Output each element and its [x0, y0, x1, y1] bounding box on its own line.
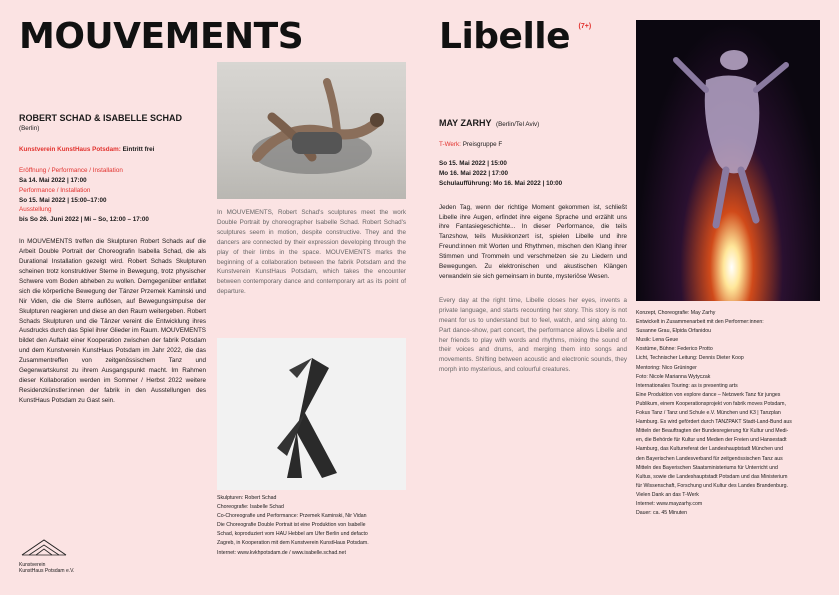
credit-line: den Bayerischen Landesverband für zeitgenössischen Tanz aus [636, 455, 783, 462]
schedule-value: So 15. Mai 2022 | 15:00–17:00 [19, 196, 107, 204]
left-column [19, 113, 206, 406]
artist-name: MAY ZARHY [439, 118, 492, 128]
credit-line: Dauer: ca. 45 Minuten [636, 510, 688, 517]
venue-label: T-Werk: [439, 141, 461, 148]
credit-line: Susanne Grau, Elpida Orfanidou [636, 328, 711, 335]
credit-line: Schad, koproduziert vom HAU Hebbel am Ufer Berlin und defacto [217, 531, 368, 538]
schedule-label: Eröffnung / Performance / Installation [19, 166, 123, 174]
credit-line: Eine Produktion von explore dance – Netzwerk Tanz für junges [636, 391, 781, 398]
venue-price: Preisgruppe F [462, 141, 503, 148]
credit-line: Mitteln der Beauftragten der Bundesregierung für Kultur und Medi- [636, 428, 789, 435]
page-title-mouvements: MOUVEMENTS [19, 16, 304, 57]
logo-text-1: Kunstverein [19, 562, 46, 568]
artists-name: ROBERT SCHAD & ISABELLE SCHAD [19, 113, 183, 123]
libelle-heading [439, 16, 592, 57]
dancers-photo [217, 62, 406, 199]
date-item: Mo 16. Mai 2022 | 17:00 [439, 169, 508, 177]
credit-line: Internet: www.mayzarhy.com [636, 500, 703, 507]
credit-line: für Wissenschaft, Forschung und Kultur des Landes Brandenburg. [636, 482, 788, 489]
credit-line: Hamburg, das Kulturreferat der Landeshauptstadt München und [636, 446, 784, 453]
libelle-photo [636, 20, 820, 301]
page-title-libelle: Libelle [439, 16, 571, 57]
sculpture-photo [217, 338, 406, 490]
middle-credits [217, 494, 406, 558]
age-rating: (7+) [578, 23, 592, 30]
credit-line: Vielen Dank an das T-Werk [636, 491, 699, 498]
german-description: In MOUVEMENTS treffen die Skulpturen Robert Schads auf die Arbeit Double Portrait der Choreografin Isabella Schad, die als Durational Installation gezeigt wird. Robert Schads Skulpturen scheinen trotz konstruktiver Sterne in Bewegung, trotz physischer Schwere vom Boden abheben zu wollen. Demgegenüber entfaltet sich die körperliche Bewegung der Tänzer Przemek Kaminski und Nir Viden, die die Sterre auflösen, auf Bewegungsimpulse der Skulpturen reagieren und diese an den Raum weitergeben. Robert Schads Skulpturen und die Tänzer vereint die Entwicklung ihres Ausdrucks durch das Spiel ihrer Glieder im Raum. MOUVEMENTS bildet den Auftakt einer Kooperation zwischen der fabrik Potsdam und dem Kunstverein KunstHaus Potsdam im Jahr 2022, die das Zusammentreffen von zeitgenössischem Tanz und Gegenwartskunst zu ihrem Ausgangspunkt macht. Im Rahmen dieser Kollaboration werden im Sommer / Herbst 2022 weitere Residenzkünstler:innen der fabrik in den Ausstellungen des KunstHaus Potsdam zu Gast sein. [19, 238, 206, 404]
credit-line: Zagreb, in Kooperation mit dem Kunstverein KunstHaus Potsdam. [217, 540, 369, 547]
schedule-value: Sa 14. Mai 2022 | 17:00 [19, 176, 87, 184]
credit-line: Skulpturen: Robert Schad [217, 495, 277, 501]
kunsthaus-logo-icon [19, 537, 69, 557]
credit-line: Mentoring: Nico Grüninger [636, 364, 697, 371]
logo-text-2: KunstHaus Potsdam e.V. [19, 568, 75, 574]
schedule-label: Performance / Installation [19, 186, 91, 194]
venue-line [19, 145, 206, 155]
credit-line: Kultus, sowie die Landeshauptstadt Potsdam und das Ministerium [636, 473, 788, 480]
artists-origin: (Berlin) [19, 125, 40, 132]
credit-line: Publikum, einem Kooperationsprojekt von fabrik moves Potsdam, [636, 400, 786, 407]
german-description: Jeden Tag, wenn der richtige Moment gekommen ist, schließt Libelle ihre Augen, erfindet ihre eigene Sprache und erzählt uns ihre Fantasiegeschichte... In dieser Performance, die teils Tanzshow, teils Musikkonzert ist, spielen Libelle und ihre Freund:innen mit Worten und Rhythmen, mischen den Klang ihrer Stimmen und Trommeln und verschmelzen sie zu Liedern und Bewegungen. Zu elektronischen und akustischen Klängen verwandeln sie sich gemeinsam in bunte, mysteriöse Wesen. [439, 203, 627, 280]
credit-line: Licht, Technischer Leitung: Dennis Dieter Koop [636, 355, 744, 362]
credit-line: Entwickelt in Zusammenarbeit mit den Performer:innen: [636, 319, 764, 326]
date-item: So 15. Mai 2022 | 15:00 [439, 159, 507, 167]
dancers-figure-icon [217, 62, 406, 199]
venue-line [439, 140, 627, 150]
kunstverein-logo [19, 537, 114, 577]
credit-line: Mitteln des Bayerischen Staatsministeriums für Unterricht und [636, 464, 778, 471]
credit-line: Hamburg. Es wird gefördert durch TANZPAKT Stadt-Land-Bund aus [636, 419, 792, 426]
right-column [439, 113, 627, 375]
credit-line: Musik: Lena Geue [636, 337, 679, 344]
credit-line: Kostüme, Bühne: Federico Protto [636, 346, 713, 353]
credit-line: Fokus Tanz / Tanz und Schule e.V. München und K3 | Tanzplan [636, 410, 781, 417]
dancer-figure-icon [636, 20, 820, 301]
english-description: Every day at the right time, Libelle closes her eyes, invents a private language, and starts recounting her story. This story is not meant for us to understand but to feel, watch, and sing along to. Part dance-show, part concert, the performance allows Libelle and her friends to play with words and rhythms, mixing the sound of their voices and drums, and merging them into songs and movements. Shifting between acoustic and electronic sounds, they morph into mysterious, and colourful creatures. [439, 296, 627, 374]
date-item: Schulaufführung: Mo 16. Mai 2022 | 10:00 [439, 179, 563, 187]
credit-line: en, die Behörde für Kultur und Medien der Freien und Hansestadt [636, 437, 787, 444]
credit-line: Internationales Touring: as is presenting arts [636, 382, 738, 389]
right-credits [636, 309, 826, 518]
schedule-list [19, 166, 206, 225]
credit-line: Choreografie: Isabelle Schad [217, 504, 284, 511]
dates-list [439, 159, 627, 189]
credit-line: Co-Choreografie und Performance: Przemek Kaminski, Nir Vidan [217, 513, 367, 520]
schedule-value: bis So 26. Juni 2022 | Mi – So, 12:00 – 17:00 [19, 216, 149, 224]
sculpture-icon [217, 338, 406, 490]
credit-line: Foto: Nicole Marianna Wytyczak [636, 373, 711, 380]
credit-line: Internet: www.kvkhpotsdam.de / www.isabelle.schad.net [217, 549, 346, 556]
venue-label: Kunstverein KunstHaus Potsdam: [19, 145, 121, 153]
credit-line: Die Choreografie Double Portrait ist eine Produktion von Isabelle [217, 522, 366, 529]
venue-price: Eintritt frei [122, 145, 155, 153]
artist-origin: (Berlin/Tel Aviv) [495, 121, 540, 128]
english-description: In MOUVEMENTS, Robert Schad's sculptures meet the work Double Portrait by choreographer Isabelle Schad. Robert Schad's sculptures seem in motion, despite constructive. They and the dancers are connected by their expression developing through the play of their limbs in the space. MOUVEMENTS marks the beginning of a collaboration between the fabrik Potsdam and the Kunstverein KunstHaus Potsdam, which takes the encounter between contemporary dance and contemporary art as its point of departure. [217, 209, 406, 296]
schedule-label: Ausstellung [19, 206, 52, 214]
credit-line: Konzept, Choreografie: May Zarhy [636, 310, 716, 316]
